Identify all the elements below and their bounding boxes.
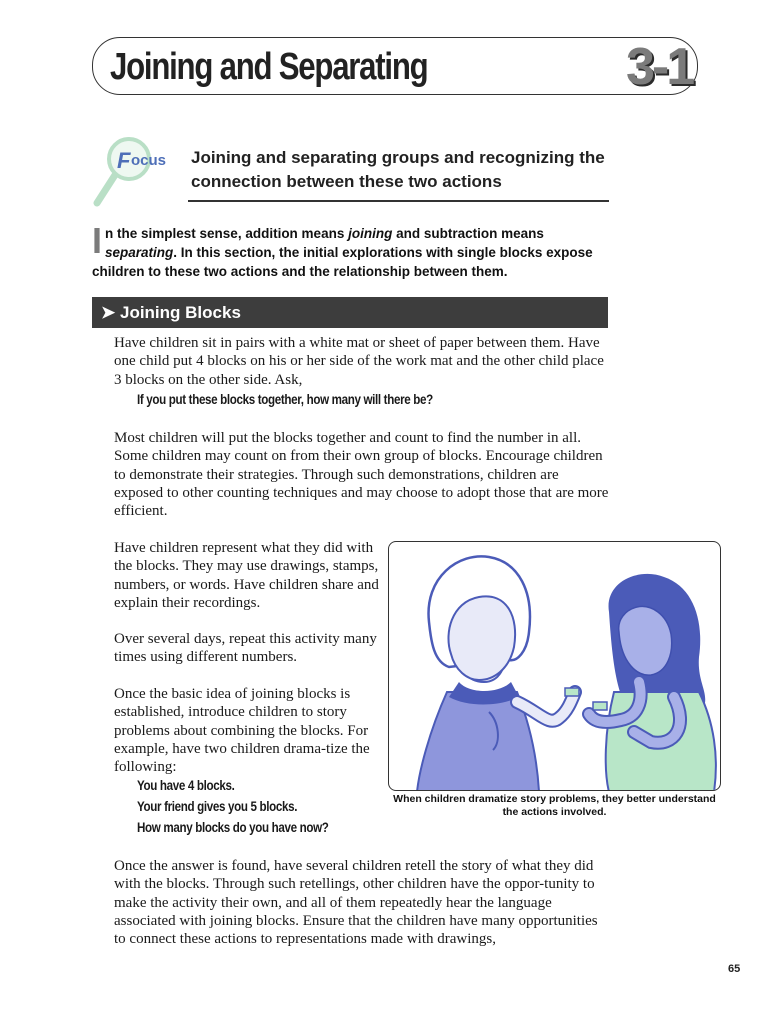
section-arrow-icon: ➤ [101,303,116,322]
body-paragraph-2: Most children will put the blocks together and count to find the number in all. Some children may count on from their own group of blocks. Encourage children to demonstrate their strategies. Through such demonstrations, children are exposed to other counting techniques and may choose to adopt those that are more efficient. [114,430,609,520]
story-line-1: You have 4 blocks. [137,778,235,793]
section-number: 3-1 [626,38,693,96]
intro-emphasis-separating: separating [105,245,174,260]
intro-emphasis-joining: joining [348,226,393,241]
focus-magnifier-icon [93,133,183,214]
illustration-frame [388,541,721,791]
body-paragraph-4: Over several days, repeat this activity many times using different numbers. [114,631,377,666]
focus-icon-label: ocus [131,152,167,169]
body-paragraph-1: Have children sit in pairs with a white mat or sheet of paper between them. Have one child put 4 blocks on his or her side of the work mat and the other child place 3 blocks on the other side. Ask, [114,335,604,388]
intro-text-3: . In this section, the initial explorations with single blocks expose children to these two actions and the relationship between them. [92,245,593,279]
drop-cap: I [92,220,103,261]
page-number: 65 [728,963,741,975]
focus-statement: Joining and separating groups and recognizing the connection between these two actions [191,148,605,191]
body-paragraph-3: Have children represent what they did with the blocks. They may use drawings, stamps, numbers, or words. Have children share and explain their recordings. [114,540,379,611]
figure-caption: When children dramatize story problems, they better understand the actions involved. [393,793,716,818]
body-paragraph-5: Once the basic idea of joining blocks is established, introduce children to story problems about combining the blocks. For example, have two children drama-tize the following: [114,686,370,776]
intro-text-2: and subtraction means [392,226,544,241]
chapter-title: Joining and Separating [110,46,428,88]
section-heading: Joining Blocks [119,303,241,322]
intro-text-1: n the simplest sense, addition means [105,226,349,241]
question-prompt: If you put these blocks together, how many will there be? [137,392,433,407]
focus-icon-letter: F [117,148,131,173]
body-paragraph-6: Once the answer is found, have several children retell the story of what they did with the blocks. Through such retellings, other children have the oppor-tunity to make the activity their own, and all of them repeatedly hear the language associated with joining blocks. Ensure that the children have many opportunities to connect these actions to representations made with drawings, [114,858,598,948]
section-heading-bar [92,297,608,328]
focus-divider [188,200,609,202]
children-illustration [389,542,721,791]
story-line-3: How many blocks do you have now? [137,820,329,835]
story-line-2: Your friend gives you 5 blocks. [137,799,298,814]
intro-paragraph [92,220,610,281]
